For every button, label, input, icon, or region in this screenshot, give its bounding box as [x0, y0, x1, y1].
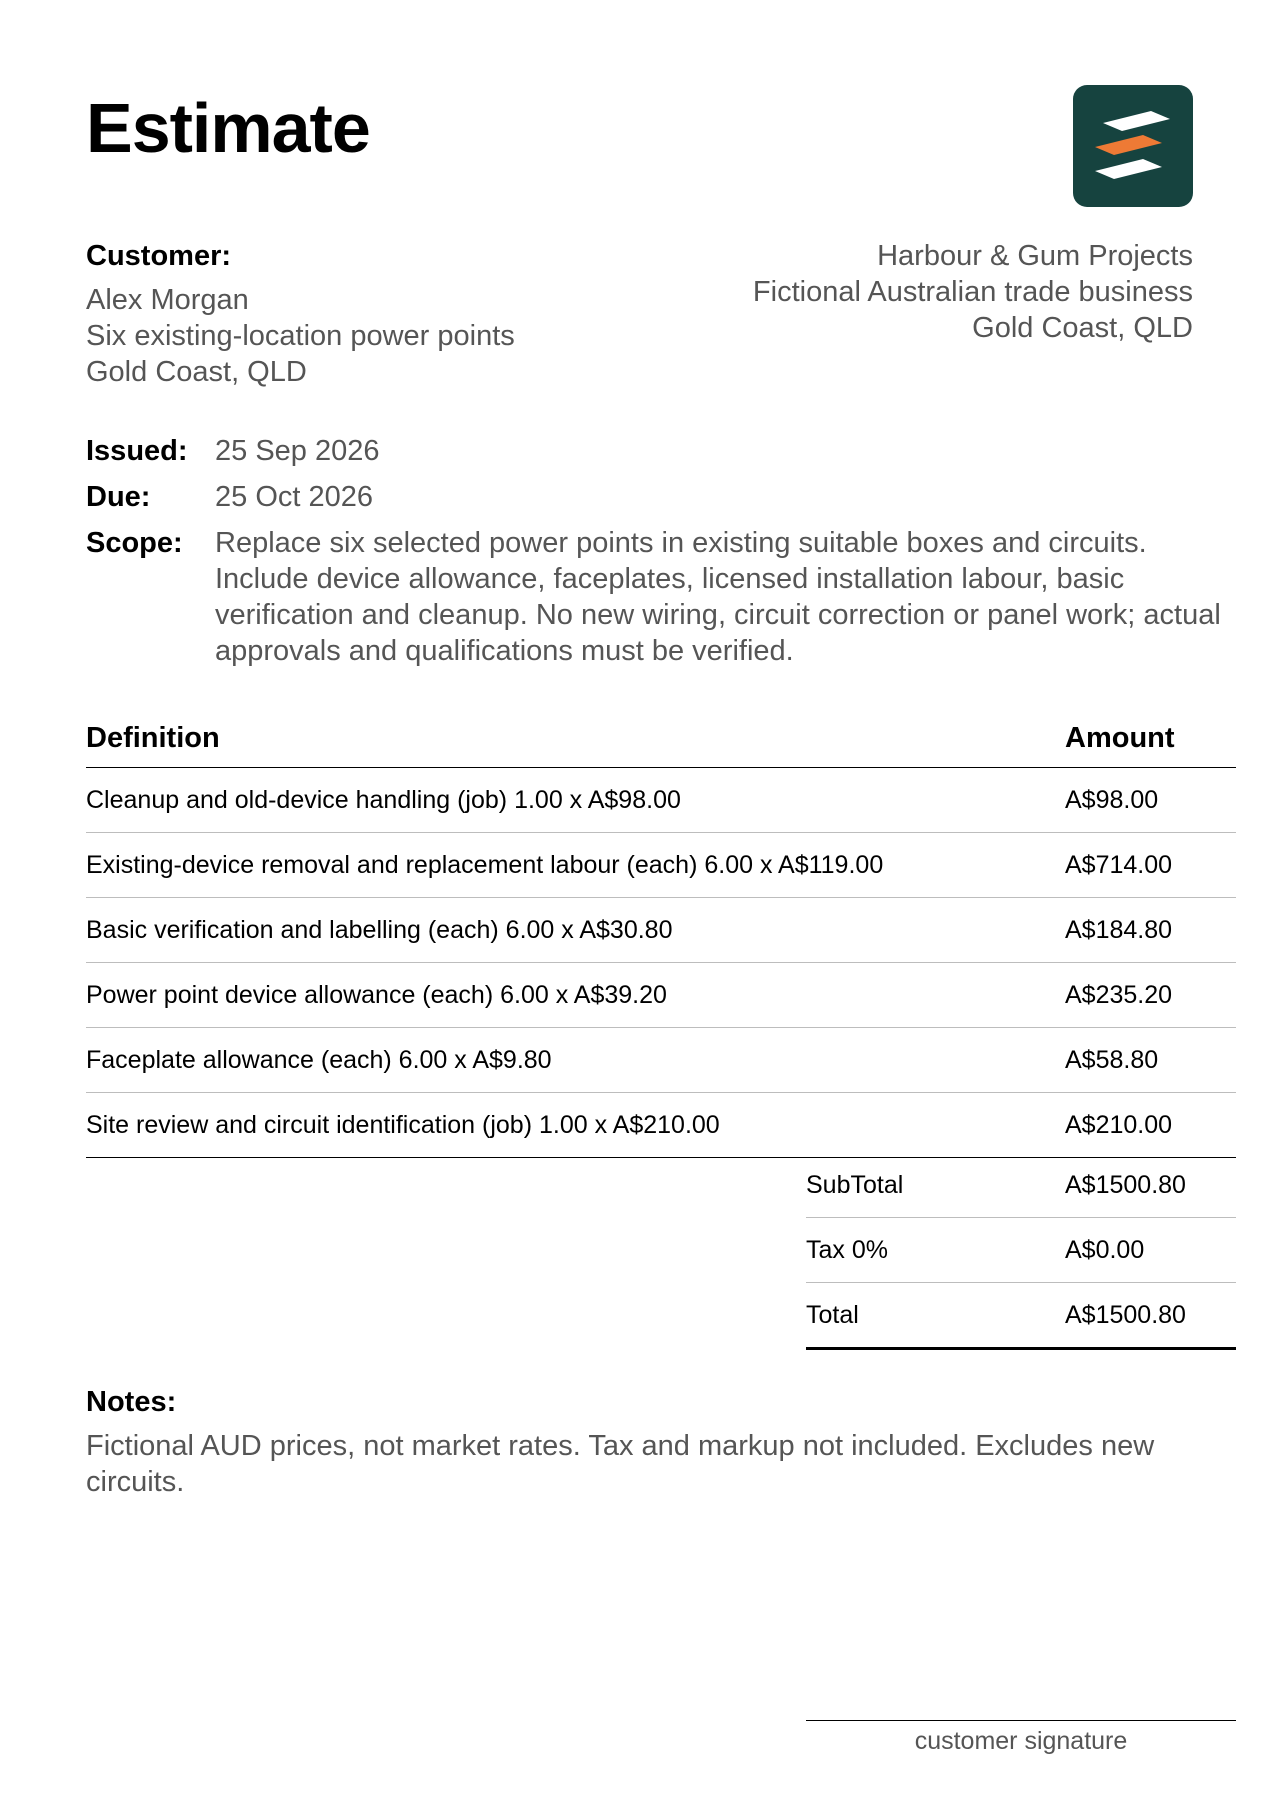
- signature-line: [806, 1720, 1236, 1756]
- item-definition: Cleanup and old-device handling (job) 1.00 x A$98.00: [86, 768, 1065, 833]
- customer-name: Alex Morgan: [86, 284, 249, 316]
- issued-label: Issued:: [86, 435, 188, 467]
- business-description: Fictional Australian trade business: [752, 276, 1193, 308]
- business-block: [633, 238, 1193, 346]
- table-row: [86, 1028, 1236, 1093]
- item-amount: A$210.00: [1065, 1093, 1236, 1158]
- issued-row: [86, 433, 1226, 469]
- customer-location: Gold Coast, QLD: [86, 356, 307, 388]
- subtotal-value: A$1500.80: [1065, 1153, 1236, 1218]
- issued-date: 25 Sep 2026: [215, 435, 380, 467]
- item-definition: Faceplate allowance (each) 6.00 x A$9.80: [86, 1028, 1065, 1093]
- item-amount: A$235.20: [1065, 963, 1236, 1028]
- totals-table: [806, 1153, 1236, 1350]
- item-definition: Site review and circuit identification (job) 1.00 x A$210.00: [86, 1093, 1065, 1158]
- notes-text: Fictional AUD prices, not market rates. Tax and markup not included. Excludes new circuits.: [86, 1430, 1155, 1498]
- table-header-row: [86, 722, 1236, 768]
- table-row: [86, 898, 1236, 963]
- notes-section: [86, 1384, 1216, 1500]
- due-date: 25 Oct 2026: [215, 481, 373, 513]
- stacked-stripes-logo-icon: [1073, 85, 1193, 207]
- due-label: Due:: [86, 481, 151, 513]
- item-definition: Basic verification and labelling (each) 6.00 x A$30.80: [86, 898, 1065, 963]
- table-row: [86, 833, 1236, 898]
- document-title: Estimate: [86, 89, 370, 167]
- total-value: A$1500.80: [1065, 1283, 1236, 1349]
- estimate-meta: [86, 433, 1226, 679]
- notes-label: Notes:: [86, 1386, 177, 1418]
- total-row: [806, 1283, 1236, 1349]
- company-logo: [1073, 85, 1193, 207]
- table-row: [86, 1093, 1236, 1158]
- subtotal-row: [806, 1153, 1236, 1218]
- tax-label: Tax 0%: [806, 1218, 1065, 1283]
- item-definition: Power point device allowance (each) 6.00 x A$39.20: [86, 963, 1065, 1028]
- tax-value: A$0.00: [1065, 1218, 1236, 1283]
- item-amount: A$714.00: [1065, 833, 1236, 898]
- item-amount: A$98.00: [1065, 768, 1236, 833]
- total-label: Total: [806, 1283, 1065, 1349]
- scope-label: Scope:: [86, 527, 183, 559]
- definition-column-header: Definition: [86, 722, 1065, 768]
- customer-block: [86, 238, 686, 390]
- business-name: Harbour & Gum Projects: [877, 240, 1193, 272]
- scope-row: [86, 525, 1226, 669]
- line-items-table: [86, 722, 1236, 1158]
- table-row: [86, 768, 1236, 833]
- item-amount: A$58.80: [1065, 1028, 1236, 1093]
- subtotal-label: SubTotal: [806, 1153, 1065, 1218]
- due-row: [86, 479, 1226, 515]
- signature-label: customer signature: [914, 1727, 1128, 1755]
- table-row: [86, 963, 1236, 1028]
- amount-column-header: Amount: [1065, 722, 1236, 768]
- customer-label: Customer:: [86, 240, 232, 272]
- tax-row: [806, 1218, 1236, 1283]
- business-location: Gold Coast, QLD: [972, 312, 1193, 344]
- item-amount: A$184.80: [1065, 898, 1236, 963]
- item-definition: Existing-device removal and replacement labour (each) 6.00 x A$119.00: [86, 833, 1065, 898]
- customer-job: Six existing-location power points: [86, 320, 515, 352]
- scope-text: Replace six selected power points in existing suitable boxes and circuits. Include device allowance, faceplates, licensed installation labour, basic verification and cleanup. No new wiring, circuit correction or panel work; actual approvals and qualifications must be verified.: [215, 527, 1221, 667]
